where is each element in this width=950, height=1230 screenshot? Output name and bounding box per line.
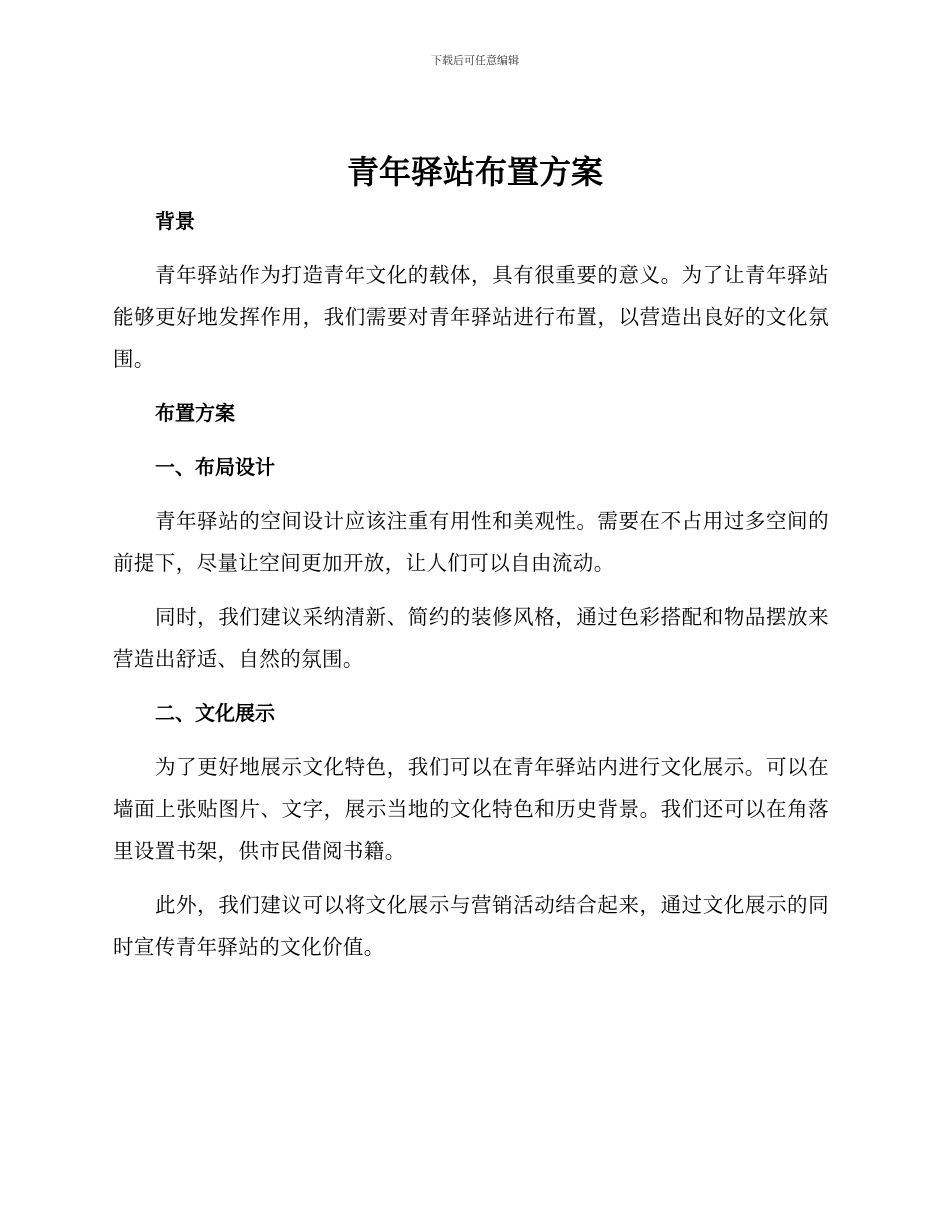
document-body xyxy=(113,200,829,968)
section-heading-plan: 布置方案 xyxy=(155,401,235,425)
paragraph-background: 青年驿站作为打造青年文化的载体，具有很重要的意义。为了让青年驿站能够更好地发挥作用，我们需要对青年驿站进行布置，以营造出良好的文化氛围。 xyxy=(113,263,829,371)
page-header: 下载后可任意编辑 xyxy=(431,54,519,67)
paragraph-layout-1: 青年驿站的空间设计应该注重有用性和美观性。需要在不占用过多空间的前提下，尽量让空间更加开放，让人们可以自由流动。 xyxy=(113,509,829,575)
section-heading-layout: 一、布局设计 xyxy=(155,455,275,479)
paragraph-culture-2: 此外，我们建议可以将文化展示与营销活动结合起来，通过文化展示的同时宣传青年驿站的文化价值。 xyxy=(113,893,829,959)
document-title: 青年驿站布置方案 xyxy=(346,153,603,191)
section-heading-background: 背景 xyxy=(155,209,195,233)
paragraph-culture-1: 为了更好地展示文化特色，我们可以在青年驿站内进行文化展示。可以在墙面上张贴图片、文字，展示当地的文化特色和历史背景。我们还可以在角落里设置书架，供市民借阅书籍。 xyxy=(113,755,829,863)
section-heading-culture: 二、文化展示 xyxy=(155,701,275,725)
paragraph-layout-2: 同时，我们建议采纳清新、简约的装修风格，通过色彩搭配和物品摆放来营造出舒适、自然的氛围。 xyxy=(113,605,829,671)
